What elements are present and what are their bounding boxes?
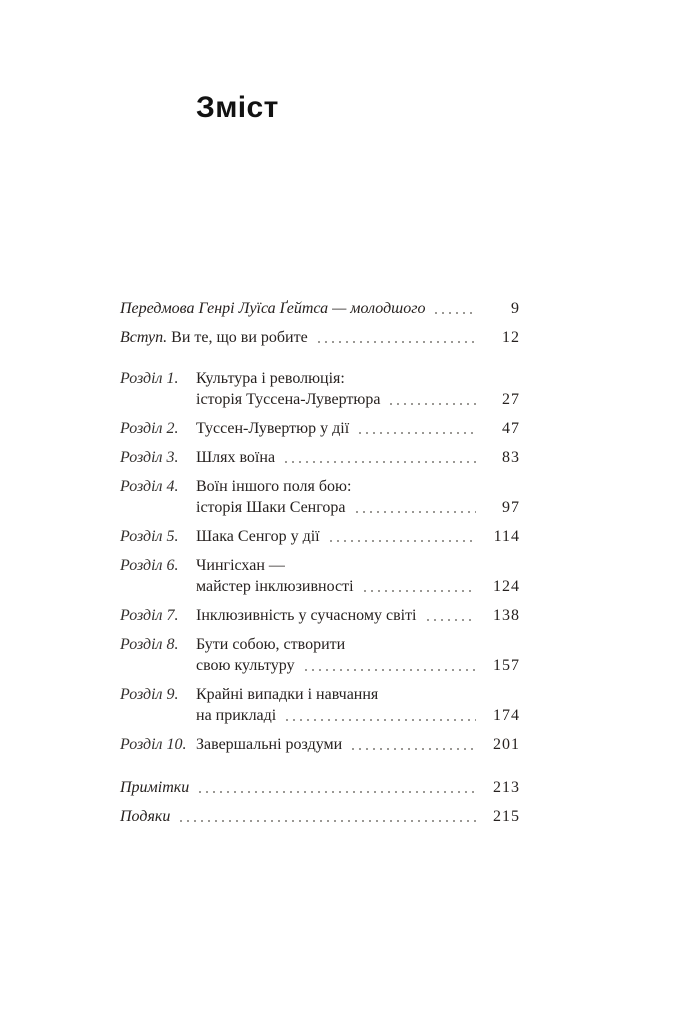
- toc-entry-last-line: [196, 526, 520, 547]
- dot-leader: [427, 619, 477, 621]
- chapter-label: Розділ 5.: [120, 528, 179, 545]
- dot-leader: [359, 432, 476, 434]
- toc-entry-last-line: [120, 298, 520, 319]
- chapter-title: [196, 605, 520, 626]
- toc-entry: [120, 634, 520, 676]
- back-matter-group: [120, 777, 520, 827]
- chapter-title: [196, 526, 520, 547]
- entry-title-italic: Подяки: [120, 808, 171, 825]
- chapters-group: [120, 368, 520, 755]
- dot-leader: [305, 669, 476, 671]
- dot-leader: [364, 590, 476, 592]
- chapter-title: [196, 447, 520, 468]
- toc-entry-last-line: [196, 497, 520, 518]
- toc-entry-last-line: [120, 806, 520, 827]
- toc-entry: [120, 418, 520, 439]
- toc-entry-last-line: [120, 327, 520, 348]
- dot-leader: [180, 820, 476, 822]
- chapter-title-line: Шака Сенгор у дії: [196, 528, 320, 545]
- page-number: 201: [493, 736, 520, 753]
- chapter-title-line: Крайні випадки і навчання: [196, 686, 379, 703]
- chapter-title: [196, 476, 520, 518]
- page-number: 9: [511, 300, 520, 317]
- dot-leader: [285, 461, 476, 463]
- chapter-title-line: Інклюзивність у сучасному світі: [196, 607, 417, 624]
- page-number: 124: [493, 578, 520, 595]
- front-matter-group: [120, 298, 520, 348]
- entry-title-regular: Ви те, що ви робите: [167, 329, 308, 346]
- chapter-title: [196, 734, 520, 755]
- toc-entry: [120, 806, 520, 827]
- chapter-label: Розділ 8.: [120, 636, 179, 653]
- chapter-label: Розділ 7.: [120, 607, 179, 624]
- toc-entry: [120, 476, 520, 518]
- chapter-title-line: Туссен-Лувертюр у дії: [196, 420, 350, 437]
- chapter-label: Розділ 6.: [120, 557, 179, 574]
- toc-entry-last-line: [196, 705, 520, 726]
- toc-list: [120, 298, 520, 827]
- chapter-title-line: Бути собою, створити: [196, 636, 346, 653]
- entry-title-italic: Вступ.: [120, 329, 168, 346]
- chapter-label: Розділ 4.: [120, 478, 179, 495]
- dot-leader: [330, 540, 476, 542]
- chapter-label: Розділ 2.: [120, 420, 179, 437]
- toc-entry-last-line: [196, 734, 520, 755]
- toc-entry: [120, 605, 520, 626]
- toc-entry: [120, 777, 520, 798]
- chapter-title: [196, 418, 520, 439]
- toc-entry: [120, 298, 520, 319]
- entry-title: [120, 777, 189, 798]
- page-number: 174: [493, 707, 520, 724]
- toc-entry: [120, 734, 520, 755]
- chapter-title-line: Чингісхан —: [196, 557, 285, 574]
- toc-entry: [120, 327, 520, 348]
- toc-entry-last-line: [196, 418, 520, 439]
- entry-title: [120, 806, 170, 827]
- entry-title: [120, 298, 425, 319]
- page-number: 138: [493, 607, 520, 624]
- chapter-title: [196, 368, 520, 410]
- page-number: 97: [502, 499, 520, 516]
- chapter-title-line: на прикладі: [196, 707, 277, 724]
- toc-entry-last-line: [196, 389, 520, 410]
- page-number: 157: [493, 657, 520, 674]
- entry-title-italic: Передмова Генрі Луїса Ґейтса — молодшого: [120, 300, 426, 317]
- dot-leader: [318, 341, 476, 343]
- toc-entry-last-line: [120, 777, 520, 798]
- page-number: 215: [493, 808, 520, 825]
- chapter-title-line: майстер інклюзивності: [196, 578, 354, 595]
- chapter-label: Розділ 10.: [120, 736, 187, 753]
- toc-entry: [120, 684, 520, 726]
- chapter-title-line: Культура і революція:: [196, 370, 345, 387]
- chapter-title-line: Завершальні роздуми: [196, 736, 343, 753]
- chapter-title: [196, 555, 520, 597]
- chapter-title-line: Воїн іншого поля бою:: [196, 478, 352, 495]
- toc-entry-last-line: [196, 576, 520, 597]
- chapter-label: Розділ 1.: [120, 370, 179, 387]
- toc-entry: [120, 368, 520, 410]
- dot-leader: [356, 511, 476, 513]
- page-number: 213: [493, 779, 520, 796]
- dot-leader: [435, 312, 476, 314]
- toc-entry-last-line: [196, 605, 520, 626]
- dot-leader: [352, 748, 476, 750]
- page-number: 27: [502, 391, 520, 408]
- toc-entry: [120, 526, 520, 547]
- chapter-title: [196, 634, 520, 676]
- page-number: 47: [502, 420, 520, 437]
- chapter-title-line: історія Туссена-Лувертюра: [196, 391, 381, 408]
- dot-leader: [199, 791, 476, 793]
- page-title: Зміст: [196, 91, 279, 124]
- toc-entry: [120, 555, 520, 597]
- entry-title: [120, 327, 308, 348]
- toc-entry: [120, 447, 520, 468]
- chapter-label: Розділ 3.: [120, 449, 179, 466]
- page-number: 83: [502, 449, 520, 466]
- chapter-title-line: свою культуру: [196, 657, 295, 674]
- chapter-title-line: Шлях воїна: [196, 449, 276, 466]
- entry-title-italic: Примітки: [120, 779, 190, 796]
- toc-entry-last-line: [196, 447, 520, 468]
- dot-leader: [286, 719, 476, 721]
- page-number: 12: [502, 329, 520, 346]
- chapter-title: [196, 684, 520, 726]
- toc-entry-last-line: [196, 655, 520, 676]
- chapter-label: Розділ 9.: [120, 686, 179, 703]
- chapter-title-line: історія Шаки Сенгора: [196, 499, 346, 516]
- page-number: 114: [493, 528, 520, 545]
- dot-leader: [390, 403, 476, 405]
